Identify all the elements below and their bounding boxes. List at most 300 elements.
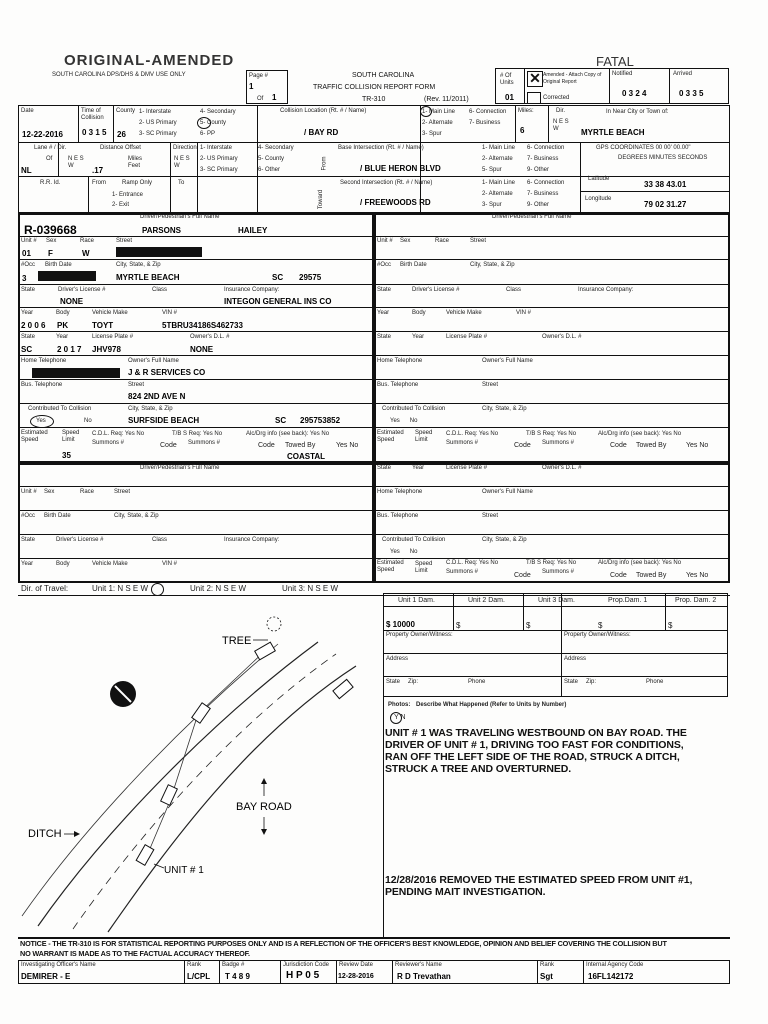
vehicle-pos-3 [192, 703, 211, 723]
owner-witness-2-label: Property Owner/Witness: [564, 632, 631, 638]
route-alt-6: 6- Other [258, 167, 281, 173]
u2-plate-state-label: State [377, 334, 392, 340]
line2-code-9: 9- Other [527, 167, 550, 173]
label-tree: TREE [222, 635, 252, 647]
line2-code-2: 2- Alternate [482, 156, 513, 162]
line-circle [420, 106, 432, 117]
u1-contrib-yes: Yes [36, 418, 46, 424]
u3-year-label: Year [21, 561, 34, 567]
route-code-5: 5- County [200, 120, 227, 126]
page-num: 1 [249, 82, 254, 91]
unit3-section [18, 463, 374, 583]
u1-city: MYRTLE BEACH [116, 273, 180, 282]
u1-owner: J & R SERVICES CO [128, 368, 206, 377]
rank-label: Rank [187, 962, 202, 968]
lane-label: Lane # / Dir. [34, 145, 67, 151]
u1-towed-by: COASTAL [287, 452, 326, 461]
owner-witness-1-label: Property Owner/Witness: [386, 632, 453, 638]
u1-race: W [82, 249, 90, 258]
of-label: Of [257, 96, 264, 102]
u1-owner-label: Owner's Full Name [128, 358, 179, 364]
u1-street-label: Street [116, 238, 133, 244]
u1-make-label: Vehicle Make [92, 310, 128, 316]
u3-vin-label: VIN # [162, 561, 178, 567]
u1-bus-tel-label: Bus. Telephone [21, 382, 63, 388]
u4-owner-label: Owner's Full Name [482, 489, 533, 495]
u1-code2-label: Code [258, 442, 275, 449]
u2-occ-label: #Occ [377, 262, 392, 268]
amend-note-line-1: 12/28/2016 REMOVED THE ESTIMATED SPEED FROM UNIT #1, [385, 874, 693, 886]
u3-dl-label: Driver's License # [56, 537, 104, 543]
from-label: From [321, 156, 328, 171]
u1-vin-label: VIN # [162, 310, 178, 316]
travel-unit2: Unit 2: N S E W [190, 584, 247, 593]
u1-occ-label: #Occ [21, 262, 36, 268]
route-alt-4: 4- Secondary [258, 145, 294, 151]
u2-code-label: Code [514, 442, 531, 449]
line3-code-7: 7- Business [527, 191, 559, 197]
u1-tbs: T/B S Req: Yes No [172, 431, 223, 437]
u2-towed-label: Towed By [636, 442, 667, 449]
u1-towed-label: Towed By [285, 442, 316, 449]
narrative-line-2: DRIVER OF UNIT # 1, DRIVING TOO FAST FOR CONDITIONS, [385, 739, 684, 751]
officer-label: Investigating Officer's Name [21, 962, 96, 968]
u2-class-label: Class [506, 287, 522, 293]
base-intersection: / BLUE HERON BLVD [360, 164, 441, 173]
u1-dl-state-label: State [21, 287, 36, 293]
u2-contrib-opts: Yes No [390, 418, 418, 424]
u1-state: SC [272, 273, 284, 282]
in-near-label: In Near City or Town of: [606, 109, 669, 115]
u3-ins-label: Insurance Company: [224, 537, 280, 543]
vehicle-pos-4 [255, 642, 276, 660]
page-label: Page # [249, 73, 269, 79]
u1-cdl: C.D.L. Req: Yes No [92, 431, 145, 437]
u1-year: 2 0 0 6 [21, 321, 46, 330]
latitude-value: 33 38 43.01 [644, 180, 687, 189]
narrative-line-4: STRUCK A TREE AND OVERTURNED. [385, 763, 572, 775]
photos-options: Y N [394, 714, 406, 721]
u4-code2-label: Code [610, 572, 627, 579]
notice-line-1: NOTICE - THE TR-310 IS FOR STATISTICAL REPORTING PURPOSES ONLY AND IS A REFLECTION OF THE OFFICER'S BEST KNOWLEDGE, OPINION AND BELIEF COVERING THE COLLISION BUT [20, 939, 667, 948]
rr-label: R.R. Id. [40, 180, 61, 186]
state-2-label: State [564, 679, 579, 685]
u4-cdl: C.D.L. Req: Yes No [446, 560, 499, 566]
u1-owner-city: SURFSIDE BEACH [128, 416, 200, 425]
u1-dl: NONE [60, 297, 84, 306]
u1-dob-label: Birth Date [45, 262, 72, 268]
u2-body-label: Body [412, 310, 426, 316]
u2-home-tel-label: Home Telephone [377, 358, 423, 364]
collision-location: / BAY RD [304, 128, 339, 137]
u1-summons-label: Summons # [92, 440, 125, 446]
route-alt-2: 2- US Primary [200, 156, 238, 162]
u1-owner-dl: NONE [190, 345, 214, 354]
toward-label: Toward [318, 189, 325, 210]
status-stamp: ORIGINAL-AMENDED [64, 52, 235, 69]
second-int-label: Second Intersection (Rt. # / Name) [340, 180, 433, 186]
u4-home-tel-label: Home Telephone [377, 489, 423, 495]
u1-speed-limit-label: Speed Limit [62, 430, 80, 443]
driver-last-name: PARSONS [142, 226, 181, 235]
u1-zip: 29575 [299, 273, 322, 282]
dist-offset-label: Distance Offset [100, 145, 141, 151]
u1-owner-dl-label: Owner's D.L. # [190, 334, 230, 340]
u2-dob-label: Birth Date [400, 262, 427, 268]
u2-summons2-label: Summons # [542, 440, 575, 446]
gps-sub: DEGREES MINUTES SECONDS [618, 155, 708, 161]
zip-1-label: Zip: [408, 679, 419, 685]
u1-plate-year-label: Year [56, 334, 69, 340]
u2-est-speed-label: Estimated Speed [377, 430, 404, 443]
line2-code-5: 5- Spur [482, 167, 502, 173]
u2-ins-label: Insurance Company: [578, 287, 634, 293]
u1-code-label: Code [160, 442, 177, 449]
rank2-label: Rank [540, 962, 555, 968]
u2-street-label: Street [470, 238, 487, 244]
dist-units: Miles Feet [128, 156, 143, 169]
u3-driver-label: Driver/Pedestrian's Full Name [140, 465, 220, 471]
u2-tbs: T/B S Req: Yes No [526, 431, 577, 437]
form-rev: (Rev. 11/2011) [424, 96, 469, 103]
u1-home-tel-label: Home Telephone [21, 358, 67, 364]
badge-label: Badge # [222, 962, 245, 968]
u1-unit-label: Unit # [21, 238, 37, 244]
amended-check: ✕ [527, 71, 543, 87]
ramp-from-label: From [92, 180, 106, 186]
line-code-7: 7- Business [469, 120, 501, 126]
officer-rank: L/CPL [187, 972, 211, 981]
u1-towed-opt: Yes No [336, 442, 359, 449]
form-id: TR-310 [362, 96, 386, 103]
dam-dollar-3: $ [526, 621, 531, 630]
photos-y-circle [390, 712, 402, 724]
form-title: TRAFFIC COLLISION REPORT FORM [313, 84, 436, 91]
report-number: R-039668 [24, 223, 77, 237]
u2-year-label: Year [377, 310, 390, 316]
u2-unit-label: Unit # [377, 238, 393, 244]
label-bay-road: BAY ROAD [236, 801, 292, 813]
gps-label: GPS COORDINATES 00 00' 00.00" [596, 145, 691, 151]
unit1-damage: $ 10000 [386, 620, 415, 629]
u1-dob-redacted [38, 271, 96, 281]
line-code-6: 6- Connection [469, 109, 507, 115]
longitude-value: 79 02 31.27 [644, 200, 687, 209]
line-code-2: 2- Alternate [422, 120, 453, 126]
dps-use-only: SOUTH CAROLINA DPS/DHS & DMV USE ONLY [52, 72, 186, 78]
vehicle-pos-2 [161, 785, 178, 806]
agency-code-label: Internal Agency Code [586, 962, 644, 968]
u1-plate-state: SC [21, 345, 33, 354]
photos-label: Photos: [388, 702, 411, 708]
u1-make: TOYT [92, 321, 114, 330]
dam-dollar-4: $ [598, 621, 603, 630]
corrected-label: Corrected [543, 95, 570, 101]
tree-symbol [267, 617, 281, 631]
direction-opts: N E S W [174, 156, 190, 169]
u2-vin-label: VIN # [516, 310, 532, 316]
u4-year-label: Year [412, 465, 425, 471]
vehicle-pos-5 [333, 679, 353, 698]
u4-towed-opt: Yes No [686, 572, 709, 579]
u2-race-label: Race [435, 238, 450, 244]
u4-summons2-label: Summons # [542, 569, 575, 575]
u2-owner-label: Owner's Full Name [482, 358, 533, 364]
vehicle-path [146, 648, 268, 858]
u2-plate-label: License Plate # [446, 334, 488, 340]
miles-value: 6 [520, 126, 525, 135]
u4-speed-limit-label: Speed Limit [415, 561, 433, 574]
travel-label: Dir. of Travel: [21, 584, 69, 593]
route-circle [197, 117, 211, 129]
u4-street-label: Street [482, 513, 499, 519]
u1-owner-street: 824 2ND AVE N [128, 392, 186, 401]
u4-tbs: T/B S Req: Yes No [526, 560, 577, 566]
of-num: 1 [272, 93, 277, 102]
juris-code: H P 0 5 [286, 970, 320, 981]
u2-contrib-label: Contributed To Collision [382, 406, 446, 412]
phone-2-label: Phone [646, 679, 664, 685]
route-code-4: 4- Secondary [200, 109, 236, 115]
review-date-label: Review Date [339, 962, 374, 968]
route-alt-5: 5- County [258, 156, 285, 162]
phone-1-label: Phone [468, 679, 486, 685]
dam-dollar-2: $ [456, 621, 461, 630]
u2-owner-street-label: Street [482, 382, 499, 388]
u1-est-speed-label: Estimated Speed [21, 430, 48, 443]
units-value: 01 [505, 93, 514, 102]
u4-bus-tel-label: Bus. Telephone [377, 513, 419, 519]
notice-line-2: NO WARRANT IS MADE AS TO THE FACTUAL ACCURACY THEREOF. [20, 949, 250, 958]
u1-sex: F [48, 249, 53, 258]
u1-phone-redacted [32, 368, 120, 378]
juris-label: Jurisdiction Code [283, 962, 330, 968]
miles-label: Miles: [518, 108, 534, 114]
u1-plate-label: License Plate # [92, 334, 134, 340]
ramp-entrance: 1- Entrance [112, 192, 144, 198]
dam-header-5: Prop. Dam. 2 [675, 597, 717, 604]
u1-insurance: INTEGON GENERAL INS CO [224, 297, 332, 306]
narrative-line-3: RAN OFF THE LEFT SIDE OF THE ROAD, STRUCK A DITCH, [385, 751, 680, 763]
reviewer-rank: Sgt [540, 972, 553, 981]
dir-options: N E S W [553, 119, 569, 132]
u4-plate-label: License Plate # [446, 465, 488, 471]
u1-class-label: Class [152, 287, 168, 293]
u1-race-label: Race [80, 238, 95, 244]
u2-state-label: State [377, 287, 392, 293]
line3-code-3: 3- Spur [482, 202, 502, 208]
direction-label: Direction [173, 145, 197, 151]
u1-owner-street-label: Street [128, 382, 145, 388]
u1-plate-year: 2 0 1 7 [57, 345, 82, 354]
u1-owner-st: SC [275, 416, 287, 425]
route-code-6: 6- PP [200, 131, 216, 137]
dir-label: Dir. [556, 108, 565, 114]
line2-code-1: 1- Main Line [482, 145, 516, 151]
latitude-label: Latitude [588, 176, 610, 182]
county-code: 26 [117, 130, 126, 139]
dam-header-4: Prop.Dam. 1 [608, 597, 648, 604]
u1-sex-label: Sex [46, 238, 57, 244]
collision-diagram [18, 596, 382, 936]
longitude-label: Longitude [585, 196, 612, 202]
u3-state-label: State [21, 537, 36, 543]
zip-2-label: Zip: [586, 679, 597, 685]
u4-alc: Alc/Drg info (see back): Yes No [598, 560, 682, 566]
county-label: County [116, 108, 136, 114]
u3-race-label: Race [80, 489, 95, 495]
u1-plate-state-label: State [21, 334, 36, 340]
address-1-label: Address [386, 656, 409, 662]
u1-owner-csz-label: City, State, & Zip [128, 406, 173, 412]
u4-csz-label: City, State, & Zip [482, 537, 527, 543]
u1-summons2-label: Summons # [188, 440, 221, 446]
u2-owner-dl-label: Owner's D.L. # [542, 334, 582, 340]
u2-speed-limit-label: Speed Limit [415, 430, 433, 443]
route-code-2: 2- US Primary [139, 120, 177, 126]
ramp-exit: 2- Exit [112, 202, 130, 208]
u4-est-speed-label: Estimated Speed [377, 560, 404, 573]
ramp-to-label: To [178, 180, 185, 186]
u1-contrib-label: Contributed To Collision [28, 406, 92, 412]
u2-code2-label: Code [610, 442, 627, 449]
line3-code-2: 2- Alternate [482, 191, 513, 197]
reviewer-name: R D Trevathan [397, 972, 451, 981]
address-2-label: Address [564, 656, 587, 662]
u3-csz-label: City, State, & Zip [114, 513, 159, 519]
u2-csz2-label: City, State, & Zip [482, 406, 527, 412]
line3-code-6: 6- Connection [527, 180, 565, 186]
lane-nl: NL [21, 166, 32, 175]
u1-body: PK [57, 321, 69, 330]
lane-value: .17 [92, 166, 104, 175]
line2-code-7: 7- Business [527, 156, 559, 162]
crash-time: 0 3 1 5 [82, 128, 107, 137]
notified-time: 0 3 2 4 [622, 89, 647, 98]
dam-dollar-5: $ [668, 621, 673, 630]
describe-label: Describe What Happened (Refer to Units by Number) [416, 702, 567, 708]
lane-dir: N E S W [68, 156, 84, 169]
u1-owner-zip: 295753852 [300, 416, 341, 425]
fatal-stamp: FATAL [596, 54, 634, 69]
road-edge-outer [38, 642, 318, 926]
crash-date: 12-22-2016 [22, 130, 63, 139]
dam-header-2: Unit 2 Dam. [468, 597, 505, 604]
u2-bus-tel-label: Bus. Telephone [377, 382, 419, 388]
review-date: 12-28-2016 [338, 973, 374, 980]
u1-plate: JHV978 [92, 345, 121, 354]
u4-towed-label: Towed By [636, 572, 667, 579]
travel-unit1: Unit 1: N S E W [92, 584, 149, 593]
u2-driver-label: Driver/Pedestrian's Full Name [492, 214, 572, 220]
line-code-3: 3- Spur [422, 131, 442, 137]
ramp-only-label: Ramp Only [122, 180, 153, 186]
u2-sex-label: Sex [400, 238, 411, 244]
u3-street-label: Street [114, 489, 131, 495]
u2-plate-year-label: Year [412, 334, 425, 340]
agency-code: 16FL142172 [588, 972, 634, 981]
u1-alc: Alc/Drg info (see back): Yes No [246, 431, 330, 437]
u4-contrib-label: Contributed To Collision [382, 537, 446, 543]
second-intersection: / FREEWOODS RD [360, 198, 431, 207]
date-label: Date [21, 108, 34, 114]
dam-header-3: Unit 3 Dam. [538, 597, 575, 604]
u1-year-label: Year [21, 310, 34, 316]
u1-body-label: Body [56, 310, 70, 316]
u3-dob-label: Birth Date [44, 513, 71, 519]
travel-unit3: Unit 3: N S E W [282, 584, 339, 593]
driver-name-label: Driver/Pedestrian's Full Name [140, 214, 220, 220]
u1-csz-label: City, State, & Zip [116, 262, 161, 268]
officer-name: DEMIRER - E [21, 972, 71, 981]
u2-alc: Alc/Drg info (see back): Yes No [598, 431, 682, 437]
u3-class-label: Class [152, 537, 168, 543]
route-alt-3: 3- SC Primary [200, 167, 238, 173]
u4-summons-label: Summons # [446, 569, 479, 575]
amend-note-line-2: PENDING MAIT INVESTIGATION. [385, 886, 546, 898]
u3-body-label: Body [56, 561, 70, 567]
u3-make-label: Vehicle Make [92, 561, 128, 567]
state-1-label: State [386, 679, 401, 685]
notified-label: Notified [612, 71, 633, 77]
dam-header-1: Unit 1 Dam. [398, 597, 435, 604]
no-u-turn-icon [110, 681, 136, 707]
units-label: # Of Units [500, 73, 514, 86]
header-right-box [495, 68, 729, 104]
narrative-line-1: UNIT # 1 WAS TRAVELING WESTBOUND ON BAY ROAD. THE [385, 727, 687, 739]
city-town: MYRTLE BEACH [581, 128, 645, 137]
time-label: Time of Collision [81, 108, 104, 121]
u1-speed-limit: 35 [62, 451, 71, 460]
amended-label: Amended - Attach Copy of Original Report [543, 72, 602, 85]
u2-make-label: Vehicle Make [446, 310, 482, 316]
u4-owner-dl-label: Owner's D.L. # [542, 465, 582, 471]
u4-contrib-opts: Yes No [390, 549, 418, 555]
line3-code-1: 1- Main Line [482, 180, 516, 186]
u1-occ: 3 [22, 274, 27, 283]
u2-towed-opt: Yes No [686, 442, 709, 449]
label-unit1: UNIT # 1 [164, 865, 204, 876]
lane-of-label: Of [46, 156, 53, 162]
line2-code-6: 6- Connection [527, 145, 565, 151]
u1-vin: 5TBRU34186S462733 [162, 321, 243, 330]
badge-number: T 4 8 9 [225, 972, 250, 981]
u1-street-redacted [116, 247, 202, 257]
label-ditch: DITCH [28, 828, 62, 840]
route-code-1: 1- Interstate [139, 109, 172, 115]
driver-first-name: HAILEY [238, 226, 268, 235]
u3-sex-label: Sex [44, 489, 55, 495]
damage-table [383, 593, 728, 697]
route-alt-1: 1- Interstate [200, 145, 233, 151]
ditch-line [22, 644, 278, 916]
u1-ins-label: Insurance Company: [224, 287, 280, 293]
state-title: SOUTH CAROLINA [352, 72, 415, 79]
u4-state-label: State [377, 465, 392, 471]
road-edge-inner [108, 666, 356, 932]
u2-csz-label: City, State, & Zip [470, 262, 515, 268]
base-int-label: Base Intersection (Rt. # / Name) [338, 145, 424, 151]
u1-dl-label: Driver's License # [58, 287, 106, 293]
route-code-3: 3- SC Primary [139, 131, 177, 137]
arrived-label: Arrived [673, 71, 693, 77]
u2-dl-label: Driver's License # [412, 287, 460, 293]
u3-unit-label: Unit # [21, 489, 37, 495]
arrived-time: 0 3 3 5 [679, 89, 704, 98]
reviewer-label: Reviewer's Name [395, 962, 442, 968]
u4-code-label: Code [514, 572, 531, 579]
u3-occ-label: #Occ [21, 513, 36, 519]
